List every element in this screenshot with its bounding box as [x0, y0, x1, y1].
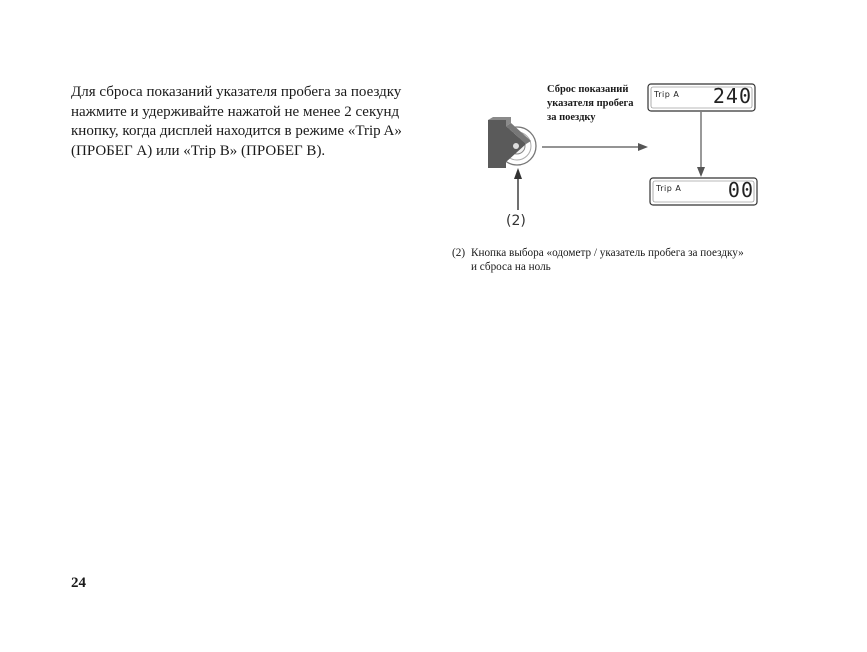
- lcd-value-after: 00: [727, 178, 754, 202]
- callout-arrow-icon: [514, 168, 522, 210]
- down-arrow-icon: [697, 112, 705, 177]
- lcd-mode-label-before: Trip A: [654, 90, 680, 99]
- reset-label-line: за поездку: [547, 112, 596, 123]
- lcd-mode-label-after: Trip A: [656, 184, 682, 193]
- instruction-line: (ПРОБЕГ A) или «Trip B» (ПРОБЕГ B).: [71, 142, 326, 159]
- reset-label: [547, 83, 634, 125]
- caption-number: (2): [452, 247, 466, 259]
- instruction-line: Для сброса показаний указателя пробега за поездку: [71, 84, 402, 100]
- lcd-value-before: 240: [712, 84, 752, 108]
- page-number: 24: [71, 575, 86, 591]
- right-arrow-icon: [542, 143, 648, 151]
- caption-line: Кнопка выбора «одометр / указатель пробега за поездку»: [471, 247, 744, 259]
- caption-line: и сброса на ноль: [471, 261, 551, 273]
- instruction-line: кнопку, когда дисплей находится в режиме «Trip A»: [71, 123, 402, 139]
- instruction-line: нажмите и удерживайте нажатой не менее 2 секунд: [71, 103, 400, 120]
- button-callout-label: (2): [506, 213, 526, 229]
- caption: [452, 246, 744, 274]
- reset-label-line: Сброс показаний: [547, 84, 629, 95]
- reset-label-line: указателя пробега: [547, 98, 634, 109]
